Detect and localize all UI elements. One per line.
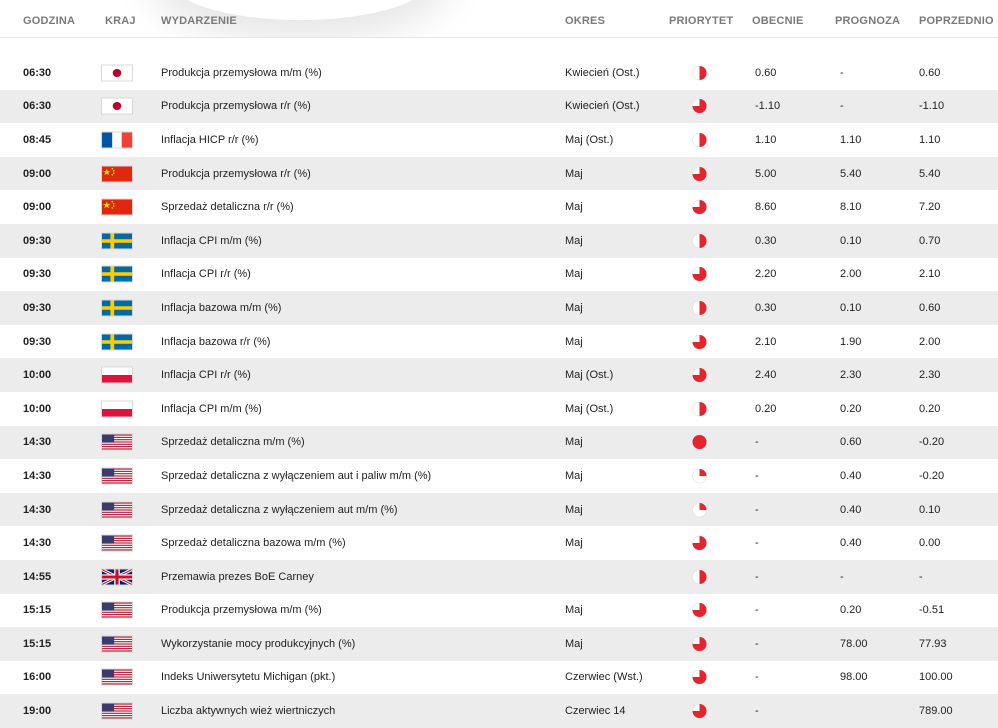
event-name[interactable]: Produkcja przemysłowa m/m (%)	[161, 604, 322, 617]
value-previous: -1.10	[919, 100, 945, 113]
priority-high-icon	[692, 670, 707, 685]
event-time: 08:45	[23, 133, 52, 146]
event-period: Kwiecień (Ost.)	[565, 100, 640, 113]
value-previous: 0.60	[919, 66, 941, 79]
value-previous: -0.20	[919, 436, 945, 449]
value-previous: -0.51	[919, 604, 945, 617]
value-forecast: 0.10	[840, 234, 862, 247]
value-forecast: 0.10	[840, 301, 862, 314]
table-row[interactable]	[0, 224, 998, 258]
value-current: 8.60	[755, 201, 777, 214]
event-name[interactable]: Przemawia prezes BoE Carney	[161, 570, 314, 583]
event-period: Maj (Ost.)	[565, 369, 614, 382]
header-priority[interactable]: PRIORYTET	[669, 15, 734, 27]
header-current[interactable]: OBECNIE	[752, 15, 804, 27]
country-flag-us-icon	[101, 434, 133, 451]
value-forecast: 5.40	[840, 167, 862, 180]
value-current: 0.30	[755, 234, 777, 247]
event-name[interactable]: Inflacja bazowa r/r (%)	[161, 335, 271, 348]
event-name[interactable]: Inflacja CPI r/r (%)	[161, 268, 251, 281]
table-row[interactable]	[0, 661, 998, 695]
header-forecast[interactable]: PROGNOZA	[835, 15, 901, 27]
value-forecast: 0.20	[840, 402, 862, 415]
priority-medium-icon	[692, 569, 707, 584]
value-forecast: -	[840, 570, 844, 583]
event-period: Maj (Ost.)	[565, 133, 614, 146]
value-current: -	[755, 469, 759, 482]
event-name[interactable]: Inflacja CPI r/r (%)	[161, 369, 251, 382]
table-row[interactable]	[0, 694, 998, 728]
country-flag-cn-icon	[101, 199, 133, 216]
event-time: 14:30	[23, 436, 52, 449]
priority-low-icon	[692, 468, 707, 483]
table-row[interactable]	[0, 627, 998, 661]
value-forecast: 2.00	[840, 268, 862, 281]
priority-medium-icon	[692, 132, 707, 147]
table-row[interactable]	[0, 123, 998, 157]
event-time: 14:30	[23, 469, 52, 482]
event-time: 10:00	[23, 402, 52, 415]
table-row[interactable]	[0, 190, 998, 224]
event-period: Maj	[565, 301, 583, 314]
country-flag-pl-icon	[101, 367, 133, 384]
country-flag-fr-icon	[101, 131, 133, 148]
country-flag-us-icon	[101, 467, 133, 484]
country-flag-us-icon	[101, 535, 133, 552]
header-time[interactable]: GODZINA	[23, 15, 76, 27]
event-period: Maj	[565, 604, 583, 617]
event-name[interactable]: Sprzedaż detaliczna r/r (%)	[161, 201, 294, 214]
table-row[interactable]	[0, 560, 998, 594]
value-current: -	[755, 604, 759, 617]
event-period: Maj (Ost.)	[565, 402, 614, 415]
value-previous: 7.20	[919, 201, 941, 214]
event-name[interactable]: Produkcja przemysłowa r/r (%)	[161, 167, 311, 180]
event-period: Maj	[565, 335, 583, 348]
value-previous: 77.93	[919, 637, 947, 650]
value-previous: 100.00	[919, 671, 953, 684]
event-time: 19:00	[23, 705, 52, 718]
country-flag-pl-icon	[101, 400, 133, 417]
priority-high-icon	[692, 636, 707, 651]
value-current: -	[755, 503, 759, 516]
value-current: 2.10	[755, 335, 777, 348]
country-flag-us-icon	[101, 635, 133, 652]
value-current: -1.10	[755, 100, 781, 113]
table-row[interactable]	[0, 258, 998, 292]
country-flag-jp-icon	[101, 64, 133, 81]
event-period: Maj	[565, 167, 583, 180]
priority-high-icon	[692, 99, 707, 114]
priority-low-icon	[692, 502, 707, 517]
event-name[interactable]: Produkcja przemysłowa m/m (%)	[161, 66, 322, 79]
event-period: Czerwiec (Wst.)	[565, 671, 643, 684]
value-current: 2.20	[755, 268, 777, 281]
value-current: 0.60	[755, 66, 777, 79]
country-flag-us-icon	[101, 669, 133, 686]
country-flag-se-icon	[101, 333, 133, 350]
value-current: 1.10	[755, 133, 777, 146]
value-current: -	[755, 671, 759, 684]
value-forecast: 0.40	[840, 537, 862, 550]
event-time: 14:30	[23, 537, 52, 550]
country-flag-us-icon	[101, 501, 133, 518]
event-time: 06:30	[23, 100, 52, 113]
country-flag-se-icon	[101, 232, 133, 249]
event-name[interactable]: Wykorzystanie mocy produkcyjnych (%)	[161, 637, 356, 650]
value-previous: 1.10	[919, 133, 941, 146]
table-row[interactable]	[0, 291, 998, 325]
event-period: Maj	[565, 503, 583, 516]
table-row[interactable]	[0, 157, 998, 191]
event-time: 09:00	[23, 201, 52, 214]
table-row[interactable]	[0, 526, 998, 560]
value-previous: 5.40	[919, 167, 941, 180]
value-forecast: 1.90	[840, 335, 862, 348]
event-time: 14:55	[23, 570, 52, 583]
value-previous: 789.00	[919, 705, 953, 718]
event-period: Maj	[565, 436, 583, 449]
event-period: Maj	[565, 234, 583, 247]
event-name[interactable]: Inflacja CPI m/m (%)	[161, 234, 262, 247]
value-previous: 0.20	[919, 402, 941, 415]
value-forecast: 0.60	[840, 436, 862, 449]
event-name[interactable]: Inflacja bazowa m/m (%)	[161, 301, 282, 314]
event-name[interactable]: Liczba aktywnych wież wiertniczych	[161, 705, 336, 718]
event-name[interactable]: Indeks Uniwersytetu Michigan (pkt.)	[161, 671, 336, 684]
table-row[interactable]	[0, 594, 998, 628]
header-period[interactable]: OKRES	[565, 15, 606, 27]
priority-medium-icon	[692, 300, 707, 315]
event-time: 09:30	[23, 234, 52, 247]
value-previous: -0.20	[919, 469, 945, 482]
event-name[interactable]: Sprzedaż detaliczna z wyłączeniem aut i paliw m/m (%)	[161, 469, 432, 482]
table-row[interactable]	[0, 56, 998, 90]
value-forecast: 0.20	[840, 604, 862, 617]
event-period: Maj	[565, 469, 583, 482]
value-forecast: -	[840, 66, 844, 79]
priority-medium-icon	[692, 233, 707, 248]
priority-high-icon	[692, 166, 707, 181]
country-flag-us-icon	[101, 602, 133, 619]
value-previous: 0.00	[919, 537, 941, 550]
event-name[interactable]: Sprzedaż detaliczna z wyłączeniem aut m/m (%)	[161, 503, 398, 516]
event-period: Kwiecień (Ost.)	[565, 66, 640, 79]
event-time: 16:00	[23, 671, 52, 684]
event-name[interactable]: Inflacja HICP r/r (%)	[161, 133, 259, 146]
event-time: 09:30	[23, 301, 52, 314]
value-previous: 2.00	[919, 335, 941, 348]
value-current: 0.20	[755, 402, 777, 415]
country-flag-cn-icon	[101, 165, 133, 182]
value-previous: -	[919, 570, 923, 583]
event-time: 09:00	[23, 167, 52, 180]
event-time: 15:15	[23, 637, 52, 650]
value-previous: 0.10	[919, 503, 941, 516]
priority-high-icon	[692, 200, 707, 215]
table-row[interactable]	[0, 358, 998, 392]
priority-high-icon	[692, 536, 707, 551]
event-period: Maj	[565, 268, 583, 281]
value-current: -	[755, 705, 759, 718]
event-period: Czerwiec 14	[565, 705, 626, 718]
country-flag-se-icon	[101, 266, 133, 283]
value-current: 2.40	[755, 369, 777, 382]
event-period: Maj	[565, 201, 583, 214]
priority-full-icon	[692, 435, 707, 450]
value-forecast: 98.00	[840, 671, 868, 684]
value-forecast: 0.40	[840, 503, 862, 516]
table-row[interactable]	[0, 493, 998, 527]
country-flag-us-icon	[101, 703, 133, 720]
table-row[interactable]	[0, 325, 998, 359]
table-row[interactable]	[0, 90, 998, 124]
value-current: -	[755, 537, 759, 550]
priority-high-icon	[692, 334, 707, 349]
event-time: 06:30	[23, 66, 52, 79]
value-forecast: 78.00	[840, 637, 868, 650]
country-flag-gb-icon	[101, 568, 133, 585]
event-name[interactable]: Sprzedaż detaliczna bazowa m/m (%)	[161, 537, 346, 550]
priority-high-icon	[692, 267, 707, 282]
value-current: -	[755, 637, 759, 650]
value-current: -	[755, 570, 759, 583]
priority-medium-icon	[692, 401, 707, 416]
value-forecast: 2.30	[840, 369, 862, 382]
event-period: Maj	[565, 537, 583, 550]
priority-high-icon	[692, 368, 707, 383]
table-header	[0, 0, 998, 38]
event-name[interactable]: Inflacja CPI m/m (%)	[161, 402, 262, 415]
value-current: 5.00	[755, 167, 777, 180]
value-previous: 0.70	[919, 234, 941, 247]
header-previous[interactable]: POPRZEDNIO	[919, 15, 994, 27]
value-current: -	[755, 436, 759, 449]
event-time: 09:30	[23, 268, 52, 281]
event-period: Maj	[565, 637, 583, 650]
table-row[interactable]	[0, 459, 998, 493]
event-time: 14:30	[23, 503, 52, 516]
value-forecast: 8.10	[840, 201, 862, 214]
value-current: 0.30	[755, 301, 777, 314]
country-flag-se-icon	[101, 299, 133, 316]
event-time: 10:00	[23, 369, 52, 382]
value-previous: 0.60	[919, 301, 941, 314]
country-flag-jp-icon	[101, 98, 133, 115]
event-time: 09:30	[23, 335, 52, 348]
table-row[interactable]	[0, 392, 998, 426]
value-forecast: 1.10	[840, 133, 862, 146]
value-forecast: 0.40	[840, 469, 862, 482]
event-name[interactable]: Produkcja przemysłowa r/r (%)	[161, 100, 311, 113]
value-previous: 2.30	[919, 369, 941, 382]
value-forecast: -	[840, 100, 844, 113]
priority-high-icon	[692, 704, 707, 719]
table-body	[0, 56, 998, 728]
priority-medium-icon	[692, 65, 707, 80]
table-row[interactable]	[0, 426, 998, 460]
event-time: 15:15	[23, 604, 52, 617]
event-name[interactable]: Sprzedaż detaliczna m/m (%)	[161, 436, 305, 449]
header-country[interactable]: KRAJ	[105, 15, 136, 27]
value-previous: 2.10	[919, 268, 941, 281]
priority-high-icon	[692, 603, 707, 618]
header-event[interactable]: WYDARZENIE	[161, 15, 237, 27]
